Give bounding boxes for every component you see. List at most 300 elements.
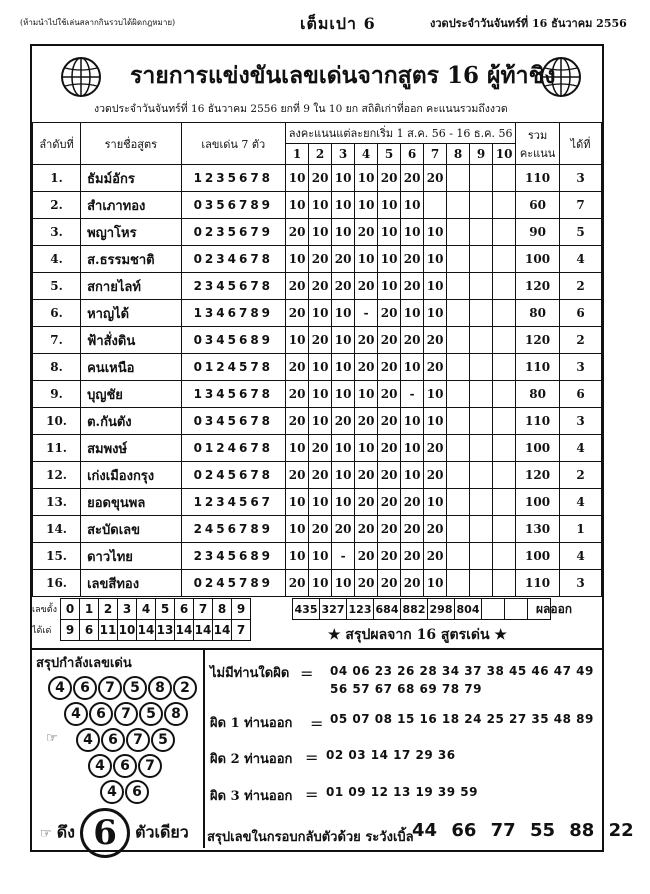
score-cell: 20 [286, 462, 309, 489]
score-cell: 10 [332, 327, 355, 354]
col-rank: ลำดับที่ [33, 123, 81, 165]
score-cell [493, 192, 516, 219]
score-cell: 20 [401, 165, 424, 192]
circled-digit: 4 [64, 702, 88, 726]
rank-cell: 16. [33, 570, 81, 597]
place-cell: 5 [560, 219, 602, 246]
result-numbers: 01 09 12 13 19 39 59 [326, 785, 478, 799]
score-cell [447, 246, 470, 273]
circled-digit: 8 [164, 702, 188, 726]
score-cell [447, 489, 470, 516]
circled-digit: 8 [148, 676, 172, 700]
score-cell: - [332, 543, 355, 570]
score-cell: - [355, 300, 378, 327]
score-cell [447, 219, 470, 246]
formula-name-cell: เลขสีทอง [81, 570, 181, 597]
formula-name-cell: เก่งเมืองกรุง [81, 462, 181, 489]
score-cell [447, 543, 470, 570]
score-cell [470, 219, 493, 246]
legal-note: (ห้ามนำไปใช้เล่นสลากกินรวบได้ผิดกฎหมาย) [20, 18, 176, 27]
score-cell: 10 [401, 408, 424, 435]
digits-cell: 0345689 [181, 327, 286, 354]
round-total-cell: 684 [374, 599, 401, 620]
score-cell [493, 165, 516, 192]
score-cell: 10 [309, 219, 332, 246]
pull-digit [40, 808, 189, 858]
score-cell: 10 [332, 381, 355, 408]
strength-row [88, 754, 163, 778]
score-cell: 10 [378, 219, 401, 246]
score-cell: 10 [332, 192, 355, 219]
strength-row [76, 728, 176, 752]
formula-name-cell: สำเภาทอง [81, 192, 181, 219]
score-cell: 10 [355, 246, 378, 273]
round-number: 3 [332, 144, 355, 165]
score-cell: 20 [309, 435, 332, 462]
score-cell: 20 [355, 462, 378, 489]
col-total-line2: คะแนน [519, 146, 556, 160]
digits-cell: 0124678 [181, 435, 286, 462]
score-cell: 10 [309, 354, 332, 381]
total-cell: 120 [516, 462, 560, 489]
round-number: 7 [424, 144, 447, 165]
total-cell: 120 [516, 327, 560, 354]
score-cell: 20 [286, 273, 309, 300]
result-label: ผลออก [536, 602, 573, 616]
table-body [33, 165, 602, 597]
score-cell: 20 [424, 165, 447, 192]
place-cell: 6 [560, 381, 602, 408]
score-cell: 20 [286, 354, 309, 381]
result-numbers: 04 06 23 26 28 34 37 38 45 46 47 49 [330, 664, 594, 678]
total-cell: 90 [516, 219, 560, 246]
total-cell: 80 [516, 300, 560, 327]
score-cell [447, 327, 470, 354]
circled-digit: 4 [48, 676, 72, 700]
count-cell: 14 [213, 620, 232, 641]
digit-label: เลขตั้ง [32, 605, 57, 615]
globe-icon [60, 56, 102, 98]
total-cell: 120 [516, 273, 560, 300]
score-cell: 20 [309, 327, 332, 354]
score-cell: 10 [424, 381, 447, 408]
score-cell [447, 354, 470, 381]
strength-row [100, 780, 150, 804]
digits-cell: 0234678 [181, 246, 286, 273]
rank-cell: 11. [33, 435, 81, 462]
score-cell: 10 [286, 192, 309, 219]
score-cell: 20 [401, 273, 424, 300]
equals-sign: = [300, 664, 314, 683]
place-cell: 1 [560, 516, 602, 543]
score-cell: 20 [355, 570, 378, 597]
score-cell: 10 [332, 219, 355, 246]
digit-cell: 4 [137, 599, 156, 620]
round-number: 4 [355, 144, 378, 165]
formula-name-cell: สกายไลท์ [81, 273, 181, 300]
draw-info: งวดประจำวันจันทร์ที่ 16 ธันวาคม 2556 ยกที่ 9 ใน 10 ยก สถิติเก่าที่ออก คะแนนรวมถึงงวด [94, 103, 508, 115]
place-cell: 2 [560, 462, 602, 489]
place-cell: 2 [560, 327, 602, 354]
digit-cell: 0 [61, 599, 80, 620]
score-cell [470, 462, 493, 489]
formula-table [32, 122, 602, 597]
circled-digit: 6 [125, 780, 149, 804]
result-numbers: 05 07 08 15 16 18 24 25 27 35 48 89 [330, 712, 594, 726]
score-cell: 10 [424, 273, 447, 300]
score-cell: 20 [424, 516, 447, 543]
score-cell: 20 [378, 462, 401, 489]
table-row [33, 543, 602, 570]
place-cell: 6 [560, 300, 602, 327]
score-cell [470, 246, 493, 273]
rank-cell: 12. [33, 462, 81, 489]
rank-cell: 15. [33, 543, 81, 570]
score-cell: 20 [332, 408, 355, 435]
score-cell [447, 165, 470, 192]
rank-cell: 6. [33, 300, 81, 327]
score-cell: 20 [309, 246, 332, 273]
score-cell: 10 [309, 570, 332, 597]
score-cell [493, 300, 516, 327]
rank-cell: 10. [33, 408, 81, 435]
score-cell [470, 327, 493, 354]
count-cell: 13 [156, 620, 175, 641]
page-title: รายการแข่งขันเลขเด่นจากสูตร 16 ผู้ท้าชิง [130, 62, 556, 89]
score-cell [470, 381, 493, 408]
score-cell: 20 [286, 219, 309, 246]
score-cell [470, 300, 493, 327]
score-cell: 10 [332, 435, 355, 462]
score-cell: 20 [424, 354, 447, 381]
score-cell [447, 516, 470, 543]
total-cell: 60 [516, 192, 560, 219]
score-cell: 10 [424, 570, 447, 597]
total-cell: 80 [516, 381, 560, 408]
score-cell: 10 [332, 489, 355, 516]
digit-cell: 8 [213, 599, 232, 620]
digit-cell: 3 [118, 599, 137, 620]
count-cell: 6 [80, 620, 99, 641]
score-cell: 10 [355, 381, 378, 408]
score-cell: 20 [286, 300, 309, 327]
circled-digit: 2 [173, 676, 197, 700]
score-cell: 10 [286, 543, 309, 570]
table-row [33, 300, 602, 327]
total-cell: 110 [516, 354, 560, 381]
score-cell: 10 [355, 192, 378, 219]
digits-cell: 0345678 [181, 408, 286, 435]
score-cell: 20 [378, 435, 401, 462]
score-cell [493, 543, 516, 570]
score-cell: 20 [378, 408, 401, 435]
score-cell: 20 [378, 165, 401, 192]
strength-title: สรุปกำลังเลขเด่น [36, 656, 132, 671]
round-number: 8 [447, 144, 470, 165]
digit-cell: 1 [80, 599, 99, 620]
col-total-line1: รวม [527, 128, 548, 142]
digits-cell: 1234567 [181, 489, 286, 516]
formula-name-cell: พญาโหร [81, 219, 181, 246]
score-cell: 10 [286, 165, 309, 192]
count-cell: 7 [232, 620, 251, 641]
score-cell [447, 273, 470, 300]
pull-digit-value: 6 [80, 808, 130, 858]
place-cell: 4 [560, 435, 602, 462]
score-cell: 20 [401, 489, 424, 516]
score-cell: 10 [309, 543, 332, 570]
circled-digit: 5 [151, 728, 175, 752]
rank-cell: 4. [33, 246, 81, 273]
score-cell: 20 [424, 435, 447, 462]
score-cell: 20 [424, 462, 447, 489]
round-number: 10 [493, 144, 516, 165]
round-total-cell [505, 599, 528, 620]
place-cell: 3 [560, 408, 602, 435]
formula-name-cell: ดาวไทย [81, 543, 181, 570]
place-cell: 2 [560, 273, 602, 300]
count-cell: 14 [137, 620, 156, 641]
digits-cell: 2456789 [181, 516, 286, 543]
score-cell: 20 [401, 246, 424, 273]
formula-name-cell: ต.กันตัง [81, 408, 181, 435]
result-item [210, 662, 289, 683]
table-row [33, 462, 602, 489]
pointing-hand-icon: ☞ [46, 731, 58, 746]
place-cell: 4 [560, 543, 602, 570]
count-label: ได้เด่ [32, 626, 52, 636]
rank-cell: 2. [33, 192, 81, 219]
score-cell [493, 435, 516, 462]
formula-name-cell: ฟ้าสั่งดิน [81, 327, 181, 354]
formula-name-cell: ยอดขุนพล [81, 489, 181, 516]
rank-cell: 9. [33, 381, 81, 408]
score-cell: 20 [355, 354, 378, 381]
equals-sign: = [310, 714, 324, 733]
score-cell [447, 435, 470, 462]
digit-cell: 9 [232, 599, 251, 620]
score-cell: 20 [378, 327, 401, 354]
score-cell: 20 [332, 273, 355, 300]
score-cell: 10 [286, 435, 309, 462]
publication-title: เต็มเปา 6 [300, 14, 376, 33]
score-cell: 10 [332, 462, 355, 489]
formula-name-cell: ส.ธรรมชาติ [81, 246, 181, 273]
divider [203, 650, 205, 848]
score-cell: 10 [286, 327, 309, 354]
score-cell: 10 [332, 165, 355, 192]
score-cell: 20 [309, 516, 332, 543]
round-number: 5 [378, 144, 401, 165]
score-cell: 20 [355, 516, 378, 543]
score-cell: 20 [401, 543, 424, 570]
total-cell: 130 [516, 516, 560, 543]
score-cell [493, 570, 516, 597]
col-total [516, 123, 560, 165]
score-cell [447, 192, 470, 219]
score-cell: 10 [286, 489, 309, 516]
score-cell: 20 [355, 489, 378, 516]
summary-caption: ★ สรุปผลจาก 16 สูตรเด่น ★ [328, 627, 507, 643]
score-cell: 10 [401, 219, 424, 246]
score-cell: 20 [286, 381, 309, 408]
score-cell: 10 [424, 246, 447, 273]
equals-sign: = [305, 748, 319, 767]
round-number: 1 [286, 144, 309, 165]
table-row [33, 219, 602, 246]
score-cell: 10 [401, 435, 424, 462]
round-total-cell: 882 [401, 599, 428, 620]
total-cell: 110 [516, 408, 560, 435]
score-cell [470, 408, 493, 435]
total-cell: 100 [516, 543, 560, 570]
score-cell: 20 [424, 543, 447, 570]
rank-cell: 13. [33, 489, 81, 516]
total-cell: 110 [516, 165, 560, 192]
digit-stats [32, 598, 251, 641]
place-cell: 3 [560, 570, 602, 597]
result-numbers: 02 03 14 17 29 36 [326, 748, 456, 762]
score-cell: 10 [424, 489, 447, 516]
score-cell: 10 [286, 516, 309, 543]
score-cell: 20 [332, 246, 355, 273]
score-cell: 20 [424, 327, 447, 354]
score-cell: 20 [286, 570, 309, 597]
score-cell [493, 354, 516, 381]
round-number: 6 [401, 144, 424, 165]
score-cell [447, 570, 470, 597]
digits-cell: 0245789 [181, 570, 286, 597]
score-cell [493, 516, 516, 543]
score-cell: 10 [378, 192, 401, 219]
table-row [33, 570, 602, 597]
digits-cell: 0124578 [181, 354, 286, 381]
circled-digit: 6 [89, 702, 113, 726]
circled-digit: 4 [100, 780, 124, 804]
pull-suffix: ตัวเดียว [135, 822, 189, 842]
rank-cell: 8. [33, 354, 81, 381]
circled-digit: 5 [123, 676, 147, 700]
table-row [33, 381, 602, 408]
table-row [33, 327, 602, 354]
total-cell: 110 [516, 570, 560, 597]
score-cell: 20 [355, 327, 378, 354]
score-cell: 10 [355, 165, 378, 192]
score-cell [470, 273, 493, 300]
count-cell: 14 [175, 620, 194, 641]
score-cell: 10 [309, 408, 332, 435]
score-cell [493, 273, 516, 300]
formula-name-cell: ธัมม์อักร [81, 165, 181, 192]
result-numbers: 56 57 67 68 69 78 79 [330, 682, 482, 696]
circled-digit: 6 [101, 728, 125, 752]
result-label: ไม่มีท่านใดผิด [210, 666, 290, 681]
round-total-cell: 435 [293, 599, 320, 620]
place-cell: 3 [560, 354, 602, 381]
score-cell [493, 462, 516, 489]
score-cell [470, 489, 493, 516]
score-cell [493, 327, 516, 354]
score-cell: 20 [309, 273, 332, 300]
table-row [33, 408, 602, 435]
circled-digit: 7 [138, 754, 162, 778]
formula-name-cell: สะบัดเลข [81, 516, 181, 543]
digits-cell: 1346789 [181, 300, 286, 327]
score-cell: - [401, 381, 424, 408]
result-label: ผิด 1 ท่านออก [210, 716, 293, 731]
strength-row [48, 676, 198, 700]
rank-cell: 1. [33, 165, 81, 192]
digit-cell: 6 [175, 599, 194, 620]
final-label: สรุปเลขในกรอบกลับตัวด้วย ระวังเบิ้ล [207, 830, 414, 845]
score-cell: 20 [378, 354, 401, 381]
rank-cell: 14. [33, 516, 81, 543]
score-cell [493, 381, 516, 408]
formula-name-cell: สมพงษ์ [81, 435, 181, 462]
score-cell [470, 354, 493, 381]
rank-cell: 7. [33, 327, 81, 354]
score-cell: 10 [424, 408, 447, 435]
table-row [33, 246, 602, 273]
score-cell: 20 [355, 408, 378, 435]
score-cell: 20 [309, 462, 332, 489]
result-label: ผิด 2 ท่านออก [210, 752, 293, 767]
score-cell: 10 [286, 246, 309, 273]
strength-row [64, 702, 189, 726]
score-cell: 20 [378, 570, 401, 597]
digits-cell: 2345678 [181, 273, 286, 300]
digits-cell: 0356789 [181, 192, 286, 219]
score-cell: 10 [332, 300, 355, 327]
score-cell: 10 [424, 300, 447, 327]
total-cell: 100 [516, 435, 560, 462]
formula-name-cell: หาญได้ [81, 300, 181, 327]
score-cell: 20 [378, 300, 401, 327]
score-cell: 20 [355, 543, 378, 570]
round-total-cell: 804 [455, 599, 482, 620]
score-cell: 20 [401, 327, 424, 354]
score-cell: 20 [309, 165, 332, 192]
score-cell: 20 [378, 543, 401, 570]
table-row [33, 354, 602, 381]
score-cell: 10 [401, 300, 424, 327]
score-cell: 10 [332, 570, 355, 597]
round-total-cell: 327 [320, 599, 347, 620]
digits-cell: 1345678 [181, 381, 286, 408]
place-cell: 4 [560, 246, 602, 273]
digits-cell: 0245678 [181, 462, 286, 489]
score-cell [493, 219, 516, 246]
score-cell: 10 [401, 354, 424, 381]
table-row [33, 192, 602, 219]
score-cell [424, 192, 447, 219]
score-cell: 20 [332, 516, 355, 543]
place-cell: 7 [560, 192, 602, 219]
score-cell [493, 408, 516, 435]
score-cell: 10 [332, 354, 355, 381]
digit-cell: 5 [156, 599, 175, 620]
table-row [33, 273, 602, 300]
circled-digit: 7 [98, 676, 122, 700]
place-cell: 4 [560, 489, 602, 516]
score-cell: 10 [378, 246, 401, 273]
score-cell: 20 [355, 219, 378, 246]
circled-digit: 7 [126, 728, 150, 752]
total-cell: 100 [516, 489, 560, 516]
score-cell: 20 [378, 381, 401, 408]
col-place: ได้ที่ [560, 123, 602, 165]
count-cell: 11 [99, 620, 118, 641]
